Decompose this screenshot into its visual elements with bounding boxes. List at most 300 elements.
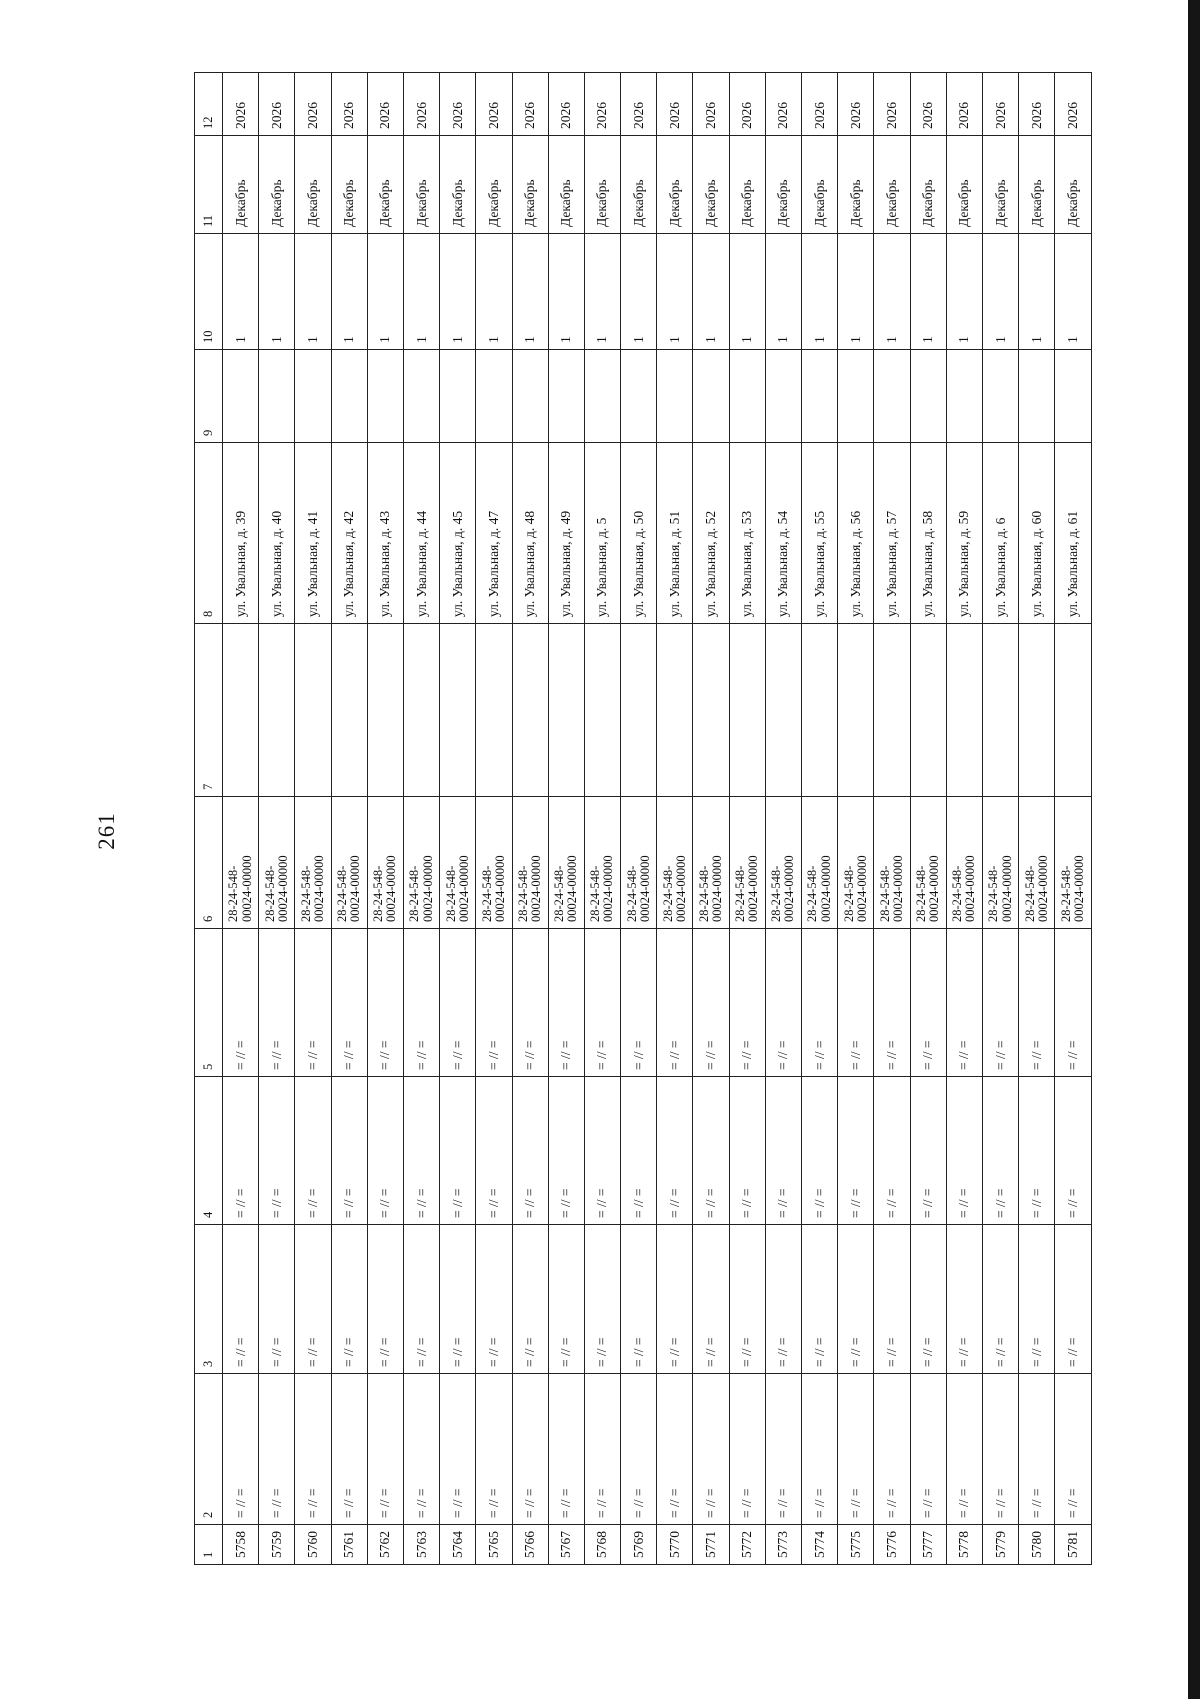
- ditto-cell: = // =: [1019, 929, 1055, 1077]
- ditto-cell: = // =: [584, 929, 620, 1077]
- object-code-part-2: 00024-00000: [890, 855, 905, 922]
- ditto-cell: = // =: [657, 929, 693, 1077]
- col-header-4: 4: [195, 1077, 223, 1225]
- ditto-cell: = // =: [1019, 1225, 1055, 1374]
- ditto-cell: = // =: [1055, 1374, 1091, 1525]
- ditto-cell: = // =: [476, 1374, 512, 1525]
- ditto-cell: = // =: [476, 1225, 512, 1374]
- ditto-cell: = // =: [295, 1077, 331, 1225]
- empty-cell: [331, 624, 367, 797]
- table-row: [729, 73, 765, 1565]
- table-row: [946, 73, 982, 1565]
- year-cell: 2026: [982, 73, 1018, 136]
- year-cell: 2026: [802, 73, 838, 136]
- empty-cell: [621, 350, 657, 443]
- ditto-cell: = // =: [259, 929, 295, 1077]
- empty-cell: [693, 350, 729, 443]
- quantity-cell: 1: [729, 234, 765, 350]
- rotated-table-wrapper: [194, 65, 1094, 1565]
- object-code: [765, 797, 801, 929]
- ditto-cell: = // =: [476, 1077, 512, 1225]
- address-cell: ул. Увальная, д. 54: [765, 443, 801, 624]
- ditto-cell: = // =: [729, 1225, 765, 1374]
- ditto-cell: = // =: [440, 1077, 476, 1225]
- object-code-part-1: 28-24-548-: [515, 865, 530, 922]
- row-number: 5766: [512, 1525, 548, 1565]
- object-code: [440, 797, 476, 929]
- empty-cell: [440, 624, 476, 797]
- ditto-cell: = // =: [874, 1225, 910, 1374]
- quantity-cell: 1: [982, 234, 1018, 350]
- header-row: [195, 73, 223, 1565]
- month-cell: Декабрь: [982, 136, 1018, 234]
- month-cell: Декабрь: [838, 136, 874, 234]
- table-row: [621, 73, 657, 1565]
- object-code-part-2: 00024-00000: [384, 855, 399, 922]
- ditto-cell: = // =: [223, 1077, 259, 1225]
- object-code-part-1: 28-24-548-: [552, 865, 567, 922]
- row-number: 5780: [1019, 1525, 1055, 1565]
- ditto-cell: = // =: [657, 1374, 693, 1525]
- table-row: [802, 73, 838, 1565]
- address-cell: ул. Увальная, д. 47: [476, 443, 512, 624]
- object-code-part-1: 28-24-548-: [407, 865, 422, 922]
- table-row: [982, 73, 1018, 1565]
- ditto-cell: = // =: [693, 1077, 729, 1225]
- object-code-part-2: 00024-00000: [565, 855, 580, 922]
- ditto-cell: = // =: [729, 1374, 765, 1525]
- ditto-cell: = // =: [1055, 1225, 1091, 1374]
- empty-cell: [584, 350, 620, 443]
- object-code: [476, 797, 512, 929]
- object-code: [802, 797, 838, 929]
- row-number: 5769: [621, 1525, 657, 1565]
- ditto-cell: = // =: [693, 1374, 729, 1525]
- ditto-cell: = // =: [765, 1225, 801, 1374]
- empty-cell: [729, 624, 765, 797]
- ditto-cell: = // =: [548, 1374, 584, 1525]
- object-code-part-1: 28-24-548-: [1022, 865, 1037, 922]
- address-cell: ул. Увальная, д. 43: [367, 443, 403, 624]
- ditto-cell: = // =: [403, 929, 439, 1077]
- table-row: [331, 73, 367, 1565]
- year-cell: 2026: [946, 73, 982, 136]
- object-code-part-2: 00024-00000: [927, 855, 942, 922]
- quantity-cell: 1: [874, 234, 910, 350]
- ditto-cell: = // =: [512, 1077, 548, 1225]
- ditto-cell: = // =: [295, 1225, 331, 1374]
- empty-cell: [295, 350, 331, 443]
- month-cell: Декабрь: [802, 136, 838, 234]
- empty-cell: [693, 624, 729, 797]
- empty-cell: [548, 624, 584, 797]
- address-cell: ул. Увальная, д. 45: [440, 443, 476, 624]
- table-row: [693, 73, 729, 1565]
- ditto-cell: = // =: [548, 929, 584, 1077]
- empty-cell: [367, 350, 403, 443]
- object-code-part-2: 00024-00000: [854, 855, 869, 922]
- ditto-cell: = // =: [838, 1374, 874, 1525]
- month-cell: Декабрь: [910, 136, 946, 234]
- month-cell: Декабрь: [223, 136, 259, 234]
- quantity-cell: 1: [802, 234, 838, 350]
- month-cell: Декабрь: [765, 136, 801, 234]
- object-code-part-2: 00024-00000: [673, 855, 688, 922]
- address-cell: ул. Увальная, д. 5: [584, 443, 620, 624]
- month-cell: Декабрь: [657, 136, 693, 234]
- ditto-cell: = // =: [331, 1077, 367, 1225]
- month-cell: Декабрь: [693, 136, 729, 234]
- object-code-part-1: 28-24-548-: [262, 865, 277, 922]
- ditto-cell: = // =: [440, 1374, 476, 1525]
- ditto-cell: = // =: [946, 1225, 982, 1374]
- ditto-cell: = // =: [440, 929, 476, 1077]
- empty-cell: [1019, 350, 1055, 443]
- ditto-cell: = // =: [910, 929, 946, 1077]
- ditto-cell: = // =: [946, 1077, 982, 1225]
- month-cell: Декабрь: [440, 136, 476, 234]
- object-code-part-1: 28-24-548-: [298, 865, 313, 922]
- year-cell: 2026: [1019, 73, 1055, 136]
- row-number: 5765: [476, 1525, 512, 1565]
- month-cell: Декабрь: [403, 136, 439, 234]
- empty-cell: [331, 350, 367, 443]
- row-number: 5767: [548, 1525, 584, 1565]
- empty-cell: [874, 624, 910, 797]
- row-number: 5762: [367, 1525, 403, 1565]
- table-row: [548, 73, 584, 1565]
- registry-table: [194, 72, 1092, 1565]
- empty-cell: [403, 350, 439, 443]
- object-code-part-2: 00024-00000: [311, 855, 326, 922]
- year-cell: 2026: [548, 73, 584, 136]
- row-number: 5770: [657, 1525, 693, 1565]
- address-cell: ул. Увальная, д. 6: [982, 443, 1018, 624]
- object-code-part-1: 28-24-548-: [588, 865, 603, 922]
- quantity-cell: 1: [440, 234, 476, 350]
- ditto-cell: = // =: [657, 1225, 693, 1374]
- object-code: [946, 797, 982, 929]
- year-cell: 2026: [838, 73, 874, 136]
- empty-cell: [1019, 624, 1055, 797]
- ditto-cell: = // =: [910, 1077, 946, 1225]
- address-cell: ул. Увальная, д. 40: [259, 443, 295, 624]
- month-cell: Декабрь: [512, 136, 548, 234]
- ditto-cell: = // =: [295, 1374, 331, 1525]
- row-number: 5768: [584, 1525, 620, 1565]
- ditto-cell: = // =: [802, 1374, 838, 1525]
- row-number: 5772: [729, 1525, 765, 1565]
- ditto-cell: = // =: [295, 929, 331, 1077]
- ditto-cell: = // =: [476, 929, 512, 1077]
- object-code-part-1: 28-24-548-: [914, 865, 929, 922]
- object-code-part-1: 28-24-548-: [733, 865, 748, 922]
- row-number: 5775: [838, 1525, 874, 1565]
- empty-cell: [802, 624, 838, 797]
- month-cell: Декабрь: [367, 136, 403, 234]
- ditto-cell: = // =: [910, 1225, 946, 1374]
- object-code-part-2: 00024-00000: [456, 855, 471, 922]
- address-cell: ул. Увальная, д. 60: [1019, 443, 1055, 624]
- ditto-cell: = // =: [874, 929, 910, 1077]
- address-cell: ул. Увальная, д. 48: [512, 443, 548, 624]
- object-code-part-2: 00024-00000: [601, 855, 616, 922]
- year-cell: 2026: [621, 73, 657, 136]
- col-header-5: 5: [195, 929, 223, 1077]
- ditto-cell: = // =: [259, 1374, 295, 1525]
- month-cell: Декабрь: [259, 136, 295, 234]
- row-number: 5764: [440, 1525, 476, 1565]
- empty-cell: [476, 350, 512, 443]
- table-row: [657, 73, 693, 1565]
- empty-cell: [982, 350, 1018, 443]
- address-cell: ул. Увальная, д. 49: [548, 443, 584, 624]
- year-cell: 2026: [223, 73, 259, 136]
- ditto-cell: = // =: [621, 1225, 657, 1374]
- table-row: [367, 73, 403, 1565]
- object-code: [584, 797, 620, 929]
- ditto-cell: = // =: [403, 1374, 439, 1525]
- ditto-cell: = // =: [802, 929, 838, 1077]
- object-code: [729, 797, 765, 929]
- quantity-cell: 1: [223, 234, 259, 350]
- table-row: [874, 73, 910, 1565]
- row-number: 5758: [223, 1525, 259, 1565]
- object-code: [367, 797, 403, 929]
- quantity-cell: 1: [512, 234, 548, 350]
- ditto-cell: = // =: [946, 929, 982, 1077]
- col-header-2: 2: [195, 1374, 223, 1525]
- empty-cell: [403, 624, 439, 797]
- ditto-cell: = // =: [259, 1077, 295, 1225]
- empty-cell: [476, 624, 512, 797]
- row-number: 5777: [910, 1525, 946, 1565]
- object-code: [295, 797, 331, 929]
- object-code-part-2: 00024-00000: [275, 855, 290, 922]
- address-cell: ул. Увальная, д. 61: [1055, 443, 1091, 624]
- address-cell: ул. Увальная, д. 57: [874, 443, 910, 624]
- address-cell: ул. Увальная, д. 41: [295, 443, 331, 624]
- month-cell: Декабрь: [621, 136, 657, 234]
- empty-cell: [367, 624, 403, 797]
- empty-cell: [765, 624, 801, 797]
- object-code-part-2: 00024-00000: [1071, 855, 1086, 922]
- ditto-cell: = // =: [910, 1374, 946, 1525]
- ditto-cell: = // =: [331, 929, 367, 1077]
- object-code: [548, 797, 584, 929]
- col-header-10: 10: [195, 234, 223, 350]
- empty-cell: [512, 350, 548, 443]
- month-cell: Декабрь: [946, 136, 982, 234]
- row-number: 5759: [259, 1525, 295, 1565]
- object-code-part-2: 00024-00000: [999, 855, 1014, 922]
- ditto-cell: = // =: [765, 929, 801, 1077]
- year-cell: 2026: [765, 73, 801, 136]
- object-code-part-2: 00024-00000: [239, 855, 254, 922]
- ditto-cell: = // =: [1055, 929, 1091, 1077]
- table-row: [765, 73, 801, 1565]
- object-code-part-2: 00024-00000: [963, 855, 978, 922]
- object-code: [657, 797, 693, 929]
- ditto-cell: = // =: [512, 1374, 548, 1525]
- empty-cell: [765, 350, 801, 443]
- address-cell: ул. Увальная, д. 42: [331, 443, 367, 624]
- year-cell: 2026: [440, 73, 476, 136]
- table-row: [512, 73, 548, 1565]
- address-cell: ул. Увальная, д. 56: [838, 443, 874, 624]
- row-number: 5773: [765, 1525, 801, 1565]
- ditto-cell: = // =: [512, 929, 548, 1077]
- ditto-cell: = // =: [765, 1077, 801, 1225]
- row-number: 5771: [693, 1525, 729, 1565]
- empty-cell: [946, 350, 982, 443]
- object-code: [331, 797, 367, 929]
- empty-cell: [584, 624, 620, 797]
- month-cell: Декабрь: [1055, 136, 1091, 234]
- col-header-6: 6: [195, 797, 223, 929]
- object-code: [621, 797, 657, 929]
- year-cell: 2026: [259, 73, 295, 136]
- quantity-cell: 1: [838, 234, 874, 350]
- ditto-cell: = // =: [584, 1374, 620, 1525]
- row-number: 5778: [946, 1525, 982, 1565]
- month-cell: Декабрь: [295, 136, 331, 234]
- object-code: [874, 797, 910, 929]
- ditto-cell: = // =: [621, 1077, 657, 1225]
- quantity-cell: 1: [657, 234, 693, 350]
- table-row: [295, 73, 331, 1565]
- quantity-cell: 1: [1019, 234, 1055, 350]
- ditto-cell: = // =: [982, 1225, 1018, 1374]
- ditto-cell: = // =: [729, 929, 765, 1077]
- address-cell: ул. Увальная, д. 52: [693, 443, 729, 624]
- row-number: 5774: [802, 1525, 838, 1565]
- row-number: 5781: [1055, 1525, 1091, 1565]
- quantity-cell: 1: [693, 234, 729, 350]
- ditto-cell: = // =: [403, 1225, 439, 1374]
- col-header-9: 9: [195, 350, 223, 443]
- year-cell: 2026: [729, 73, 765, 136]
- ditto-cell: = // =: [765, 1374, 801, 1525]
- empty-cell: [838, 624, 874, 797]
- object-code-part-1: 28-24-548-: [1058, 865, 1073, 922]
- ditto-cell: = // =: [1019, 1374, 1055, 1525]
- object-code-part-1: 28-24-548-: [950, 865, 965, 922]
- quantity-cell: 1: [476, 234, 512, 350]
- object-code-part-1: 28-24-548-: [841, 865, 856, 922]
- ditto-cell: = // =: [838, 1077, 874, 1225]
- year-cell: 2026: [910, 73, 946, 136]
- ditto-cell: = // =: [223, 1374, 259, 1525]
- object-code: [838, 797, 874, 929]
- ditto-cell: = // =: [584, 1225, 620, 1374]
- col-header-1: 1: [195, 1525, 223, 1565]
- address-cell: ул. Увальная, д. 51: [657, 443, 693, 624]
- empty-cell: [838, 350, 874, 443]
- ditto-cell: = // =: [982, 1374, 1018, 1525]
- table-row: [1019, 73, 1055, 1565]
- object-code-part-2: 00024-00000: [492, 855, 507, 922]
- ditto-cell: = // =: [874, 1077, 910, 1225]
- ditto-cell: = // =: [657, 1077, 693, 1225]
- empty-cell: [657, 350, 693, 443]
- year-cell: 2026: [1055, 73, 1091, 136]
- page-edge-shadow: [1188, 0, 1200, 1699]
- table-row: [403, 73, 439, 1565]
- empty-cell: [512, 624, 548, 797]
- empty-cell: [440, 350, 476, 443]
- address-cell: ул. Увальная, д. 59: [946, 443, 982, 624]
- object-code-part-1: 28-24-548-: [624, 865, 639, 922]
- quantity-cell: 1: [259, 234, 295, 350]
- row-number: 5760: [295, 1525, 331, 1565]
- object-code-part-2: 00024-00000: [637, 855, 652, 922]
- table-row: [476, 73, 512, 1565]
- empty-cell: [982, 624, 1018, 797]
- month-cell: Декабрь: [584, 136, 620, 234]
- ditto-cell: = // =: [367, 929, 403, 1077]
- year-cell: 2026: [584, 73, 620, 136]
- ditto-cell: = // =: [621, 929, 657, 1077]
- object-code-part-2: 00024-00000: [818, 855, 833, 922]
- object-code-part-2: 00024-00000: [529, 855, 544, 922]
- object-code-part-1: 28-24-548-: [769, 865, 784, 922]
- empty-cell: [802, 350, 838, 443]
- object-code: [693, 797, 729, 929]
- month-cell: Декабрь: [729, 136, 765, 234]
- col-header-3: 3: [195, 1225, 223, 1374]
- object-code-part-2: 00024-00000: [782, 855, 797, 922]
- ditto-cell: = // =: [367, 1374, 403, 1525]
- empty-cell: [729, 350, 765, 443]
- empty-cell: [910, 350, 946, 443]
- month-cell: Декабрь: [331, 136, 367, 234]
- row-number: 5763: [403, 1525, 439, 1565]
- ditto-cell: = // =: [1055, 1077, 1091, 1225]
- empty-cell: [946, 624, 982, 797]
- object-code-part-2: 00024-00000: [1035, 855, 1050, 922]
- empty-cell: [1055, 624, 1091, 797]
- address-cell: ул. Увальная, д. 55: [802, 443, 838, 624]
- table-row: [1055, 73, 1091, 1565]
- quantity-cell: 1: [295, 234, 331, 350]
- quantity-cell: 1: [1055, 234, 1091, 350]
- year-cell: 2026: [512, 73, 548, 136]
- quantity-cell: 1: [331, 234, 367, 350]
- address-cell: ул. Увальная, д. 50: [621, 443, 657, 624]
- ditto-cell: = // =: [982, 929, 1018, 1077]
- empty-cell: [259, 624, 295, 797]
- object-code-part-1: 28-24-548-: [226, 865, 241, 922]
- ditto-cell: = // =: [223, 1225, 259, 1374]
- ditto-cell: = // =: [838, 929, 874, 1077]
- empty-cell: [548, 350, 584, 443]
- object-code: [982, 797, 1018, 929]
- year-cell: 2026: [331, 73, 367, 136]
- table-row: [223, 73, 259, 1565]
- empty-cell: [295, 624, 331, 797]
- object-code-part-1: 28-24-548-: [696, 865, 711, 922]
- empty-cell: [1055, 350, 1091, 443]
- month-cell: Декабрь: [476, 136, 512, 234]
- ditto-cell: = // =: [874, 1374, 910, 1525]
- quantity-cell: 1: [910, 234, 946, 350]
- month-cell: Декабрь: [1019, 136, 1055, 234]
- month-cell: Декабрь: [548, 136, 584, 234]
- year-cell: 2026: [874, 73, 910, 136]
- address-cell: ул. Увальная, д. 58: [910, 443, 946, 624]
- ditto-cell: = // =: [982, 1077, 1018, 1225]
